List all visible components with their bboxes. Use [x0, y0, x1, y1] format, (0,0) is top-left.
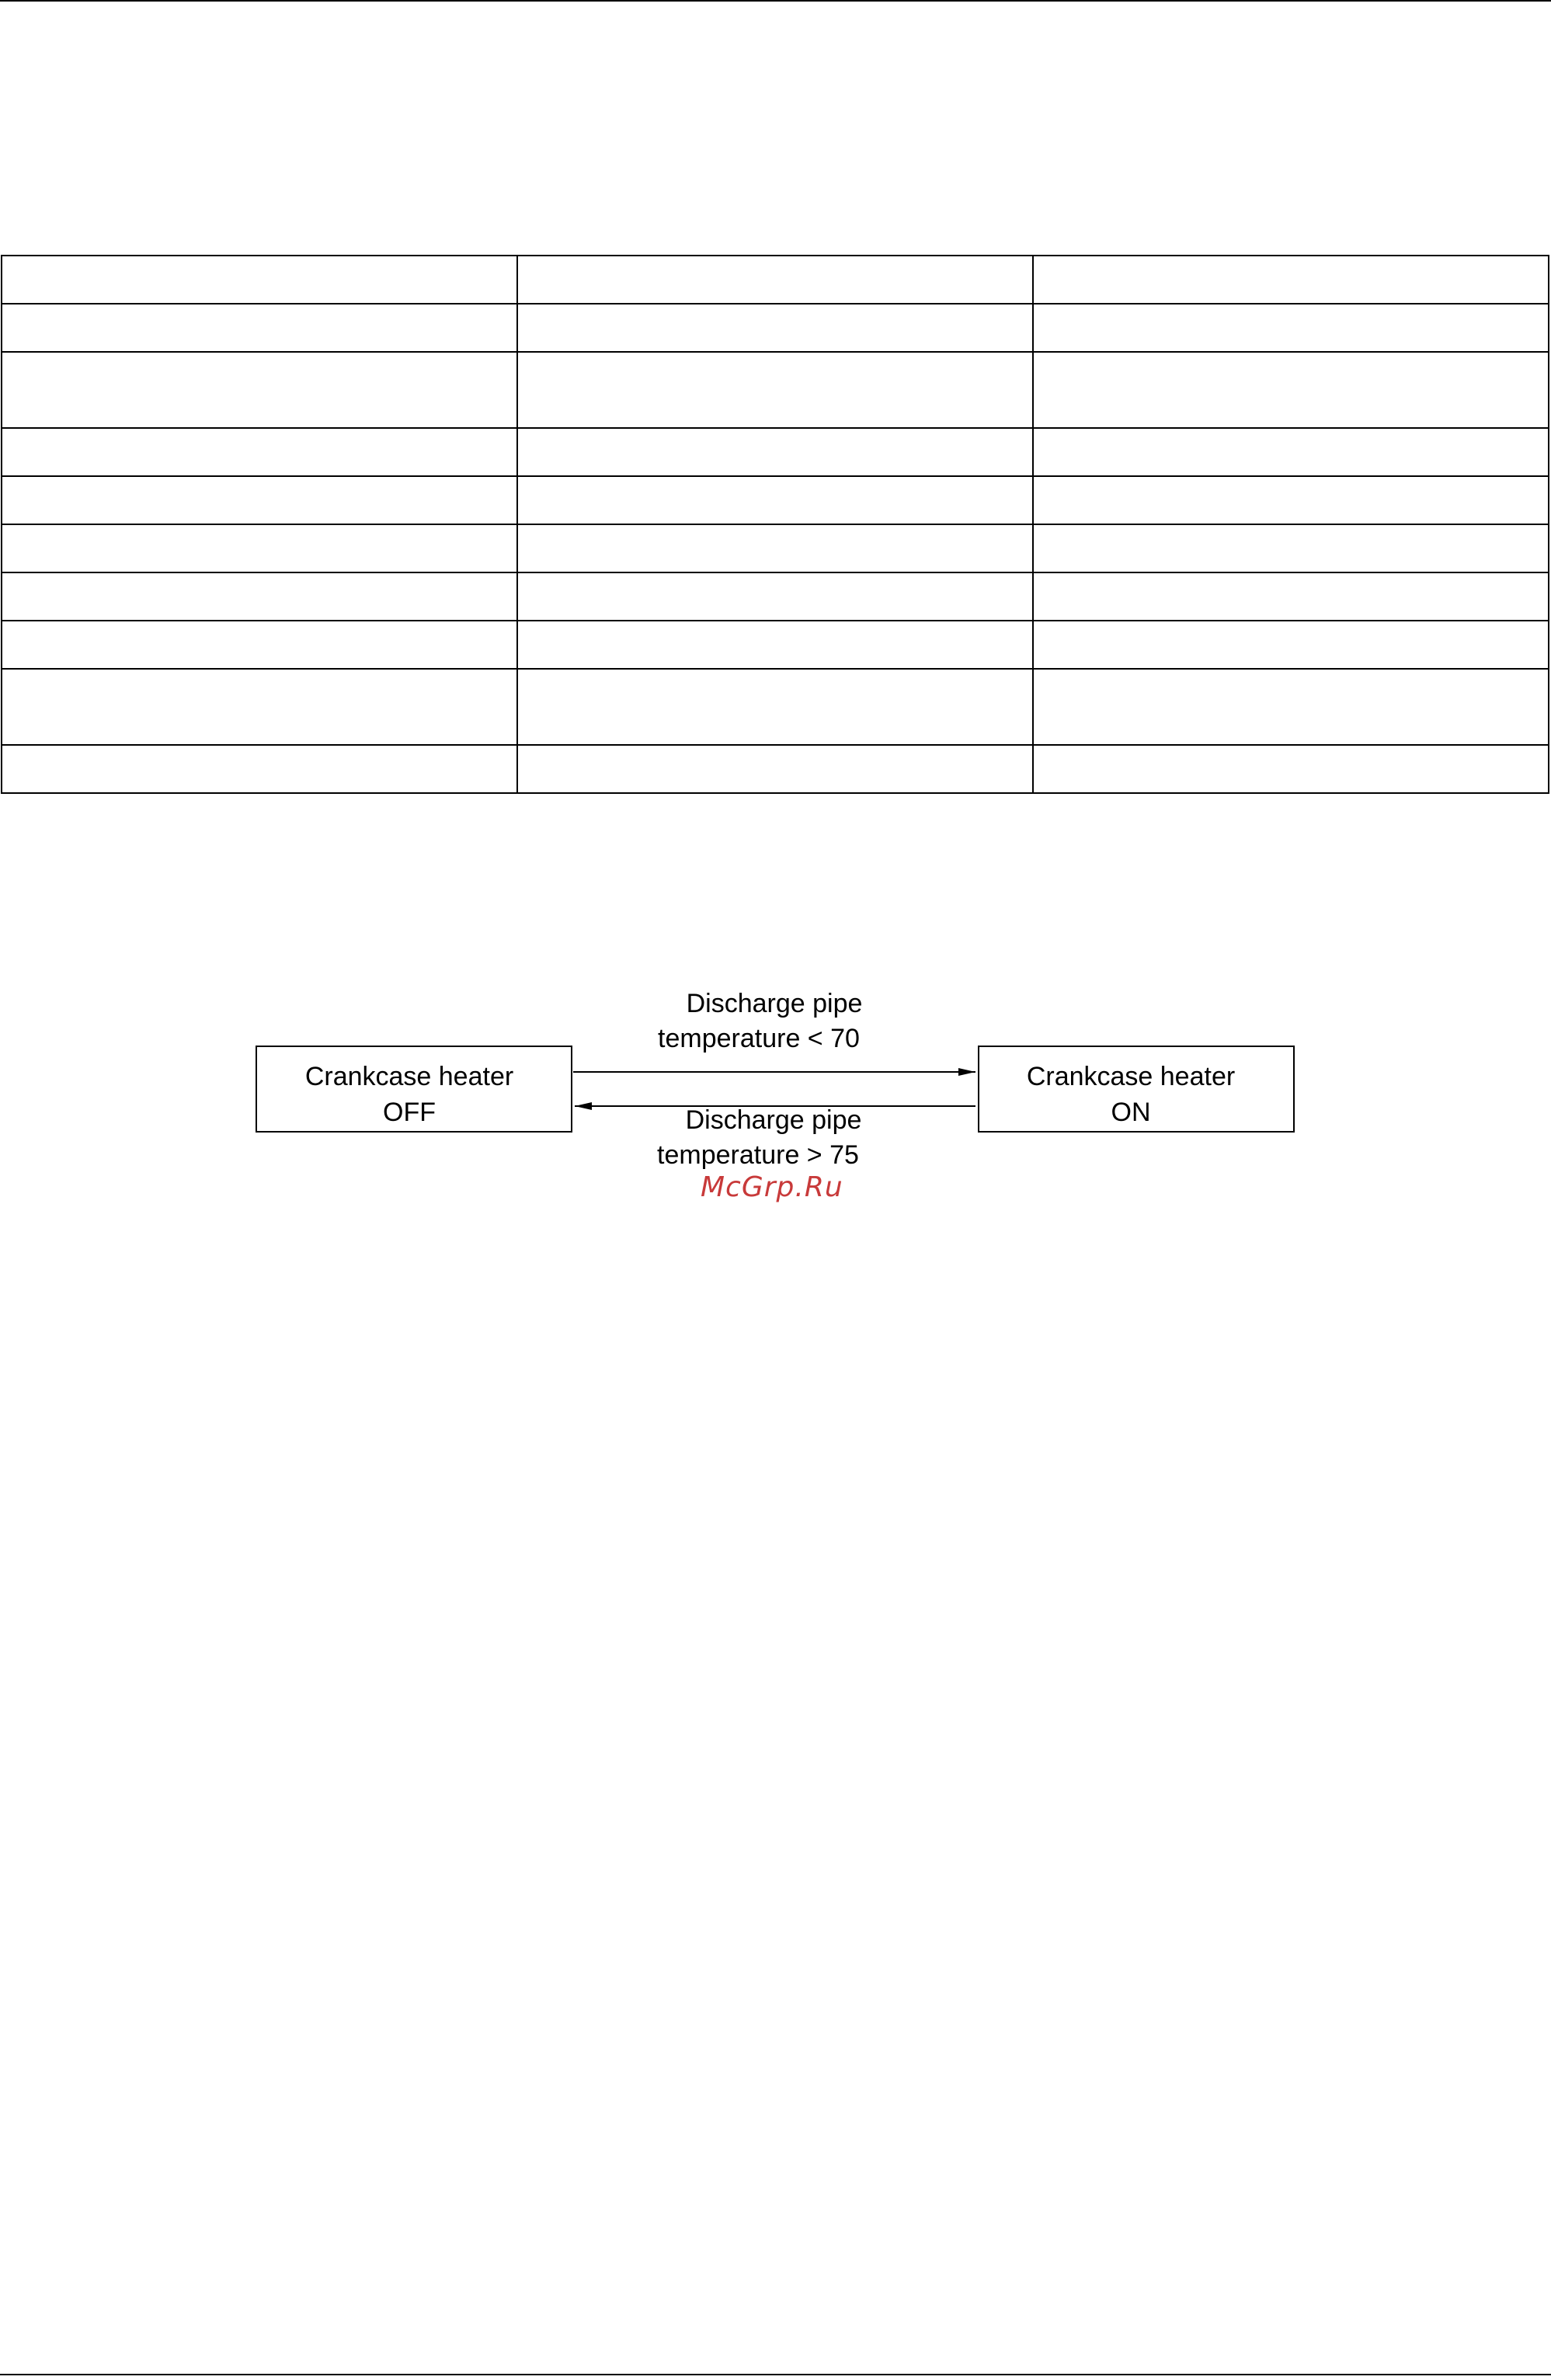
table-row [2, 572, 1549, 621]
table-cell [517, 524, 1033, 572]
table-cell [2, 745, 517, 793]
state-off-label-line2: OFF [383, 1098, 436, 1127]
table-cell [1033, 745, 1549, 793]
table-cell [2, 428, 517, 476]
table-row [2, 476, 1549, 524]
empty-data-table [1, 255, 1549, 794]
table-cell [2, 352, 517, 428]
table-cell [2, 524, 517, 572]
transition-to-off-label-line1: Discharge pipe [685, 1105, 862, 1135]
top-rule [0, 0, 1551, 2]
table-cell [1033, 572, 1549, 621]
table-cell [2, 256, 517, 304]
table-cell [2, 572, 517, 621]
state-on-label-line2: ON [1111, 1098, 1151, 1127]
table-row [2, 428, 1549, 476]
state-box-on [979, 1046, 1294, 1132]
table-cell [1033, 304, 1549, 352]
table-cell [517, 669, 1033, 745]
table-row [2, 256, 1549, 304]
table-cell [517, 428, 1033, 476]
bottom-rule [0, 2374, 1551, 2375]
table-row [2, 524, 1549, 572]
table-cell [2, 621, 517, 669]
table-cell [517, 352, 1033, 428]
table-cell [1033, 352, 1549, 428]
table-cell [517, 304, 1033, 352]
table-cell [1033, 669, 1549, 745]
table-row [2, 745, 1549, 793]
table-cell [2, 476, 517, 524]
table-cell [517, 572, 1033, 621]
table-cell [517, 745, 1033, 793]
table-cell [2, 669, 517, 745]
table-row [2, 352, 1549, 428]
table-row [2, 669, 1549, 745]
state-box-off [256, 1046, 572, 1132]
table-cell [517, 256, 1033, 304]
table-cell [1033, 256, 1549, 304]
transition-to-on-label-line1: Discharge pipe [686, 989, 863, 1018]
table-cell [1033, 621, 1549, 669]
table-cell [1033, 524, 1549, 572]
table-cell [517, 621, 1033, 669]
table-cell [1033, 476, 1549, 524]
transition-to-off-label-line2: temperature > 75 [657, 1140, 859, 1170]
transition-to-on-label-line2: temperature < 70 [658, 1024, 860, 1053]
table-cell [2, 304, 517, 352]
state-off-label-line1: Crankcase heater [304, 1062, 514, 1091]
table-row [2, 304, 1549, 352]
table-cell [1033, 428, 1549, 476]
crankcase-heater-state-diagram [0, 979, 1551, 1181]
table-row [2, 621, 1549, 669]
watermark: McGrp.Ru [701, 1171, 843, 1203]
table-cell [517, 476, 1033, 524]
state-on-label-line1: Crankcase heater [1026, 1062, 1236, 1091]
